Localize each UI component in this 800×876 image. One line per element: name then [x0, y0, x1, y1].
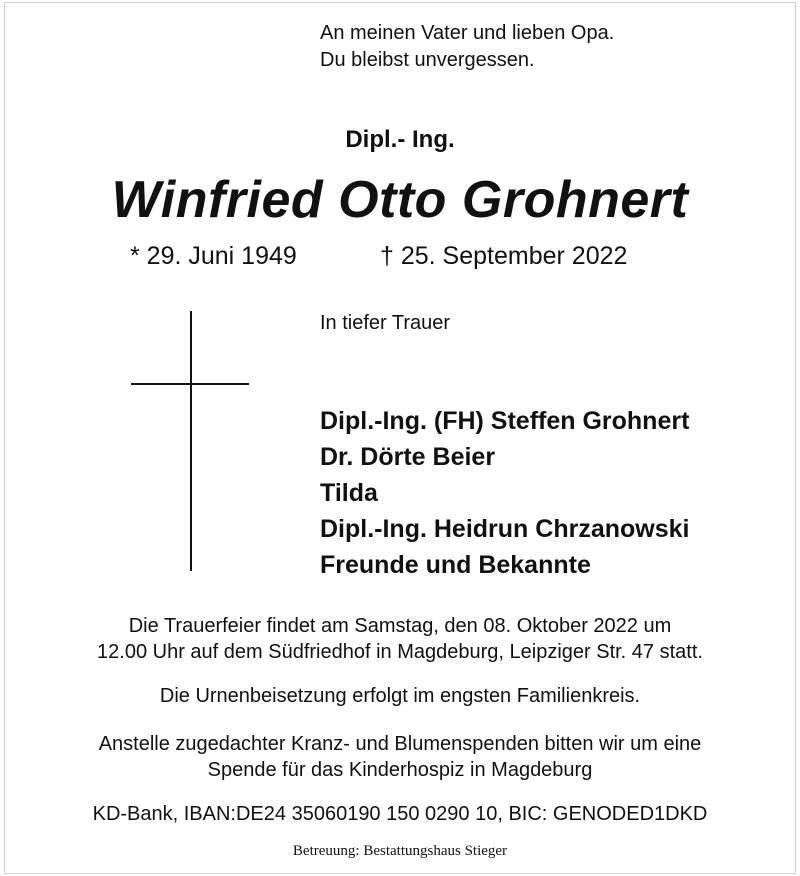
birth-date: * 29. Juni 1949 [130, 242, 297, 270]
dedication-line-2: Du bleibst unvergessen. [320, 49, 535, 71]
urn-info [0, 683, 800, 709]
donation-line-2: Spende für das Kinderhospiz in Magdeburg [207, 759, 593, 781]
grief-text: In tiefer Trauer [320, 312, 451, 334]
dedication [320, 20, 614, 74]
bank-line: KD-Bank, IBAN:DE24 35060190 150 0290 10, BIC: GENODED1DKD [92, 803, 708, 825]
ceremony-line-2: 12.00 Uhr auf dem Südfriedhof in Magdeburg, Leipziger Str. 47 statt. [97, 641, 703, 663]
cross-vertical-bar [190, 311, 192, 571]
donation-request [0, 731, 800, 783]
ceremony-info [0, 613, 800, 665]
academic-title: Dipl.- Ing. [345, 126, 455, 153]
ceremony-line-1: Die Trauerfeier findet am Samstag, den 08. Oktober 2022 um [128, 615, 672, 637]
dedication-line-1: An meinen Vater und lieben Opa. [320, 22, 615, 44]
mourner-name: Dipl.-Ing. (FH) Steffen Grohnert [320, 407, 690, 435]
mourner-name: Dr. Dörte Beier [320, 443, 496, 471]
funeral-home-note: Betreuung: Bestattungshaus Stieger [292, 843, 508, 859]
death-date: † 25. September 2022 [380, 242, 628, 270]
mourner-name: Freunde und Bekannte [320, 551, 591, 579]
mourner-name: Dipl.-Ing. Heidrun Chrzanowski [320, 515, 690, 543]
deceased-name: Winfried Otto Grohnert [111, 171, 689, 229]
donation-line-1: Anstelle zugedachter Kranz- und Blumenspenden bitten wir um eine [98, 733, 702, 755]
cross-horizontal-bar [131, 383, 249, 385]
urn-line: Die Urnenbeisetzung erfolgt im engsten Familienkreis. [159, 685, 641, 707]
mourners-list [320, 403, 689, 583]
bank-details [0, 801, 800, 827]
mourner-name: Tilda [320, 479, 378, 507]
